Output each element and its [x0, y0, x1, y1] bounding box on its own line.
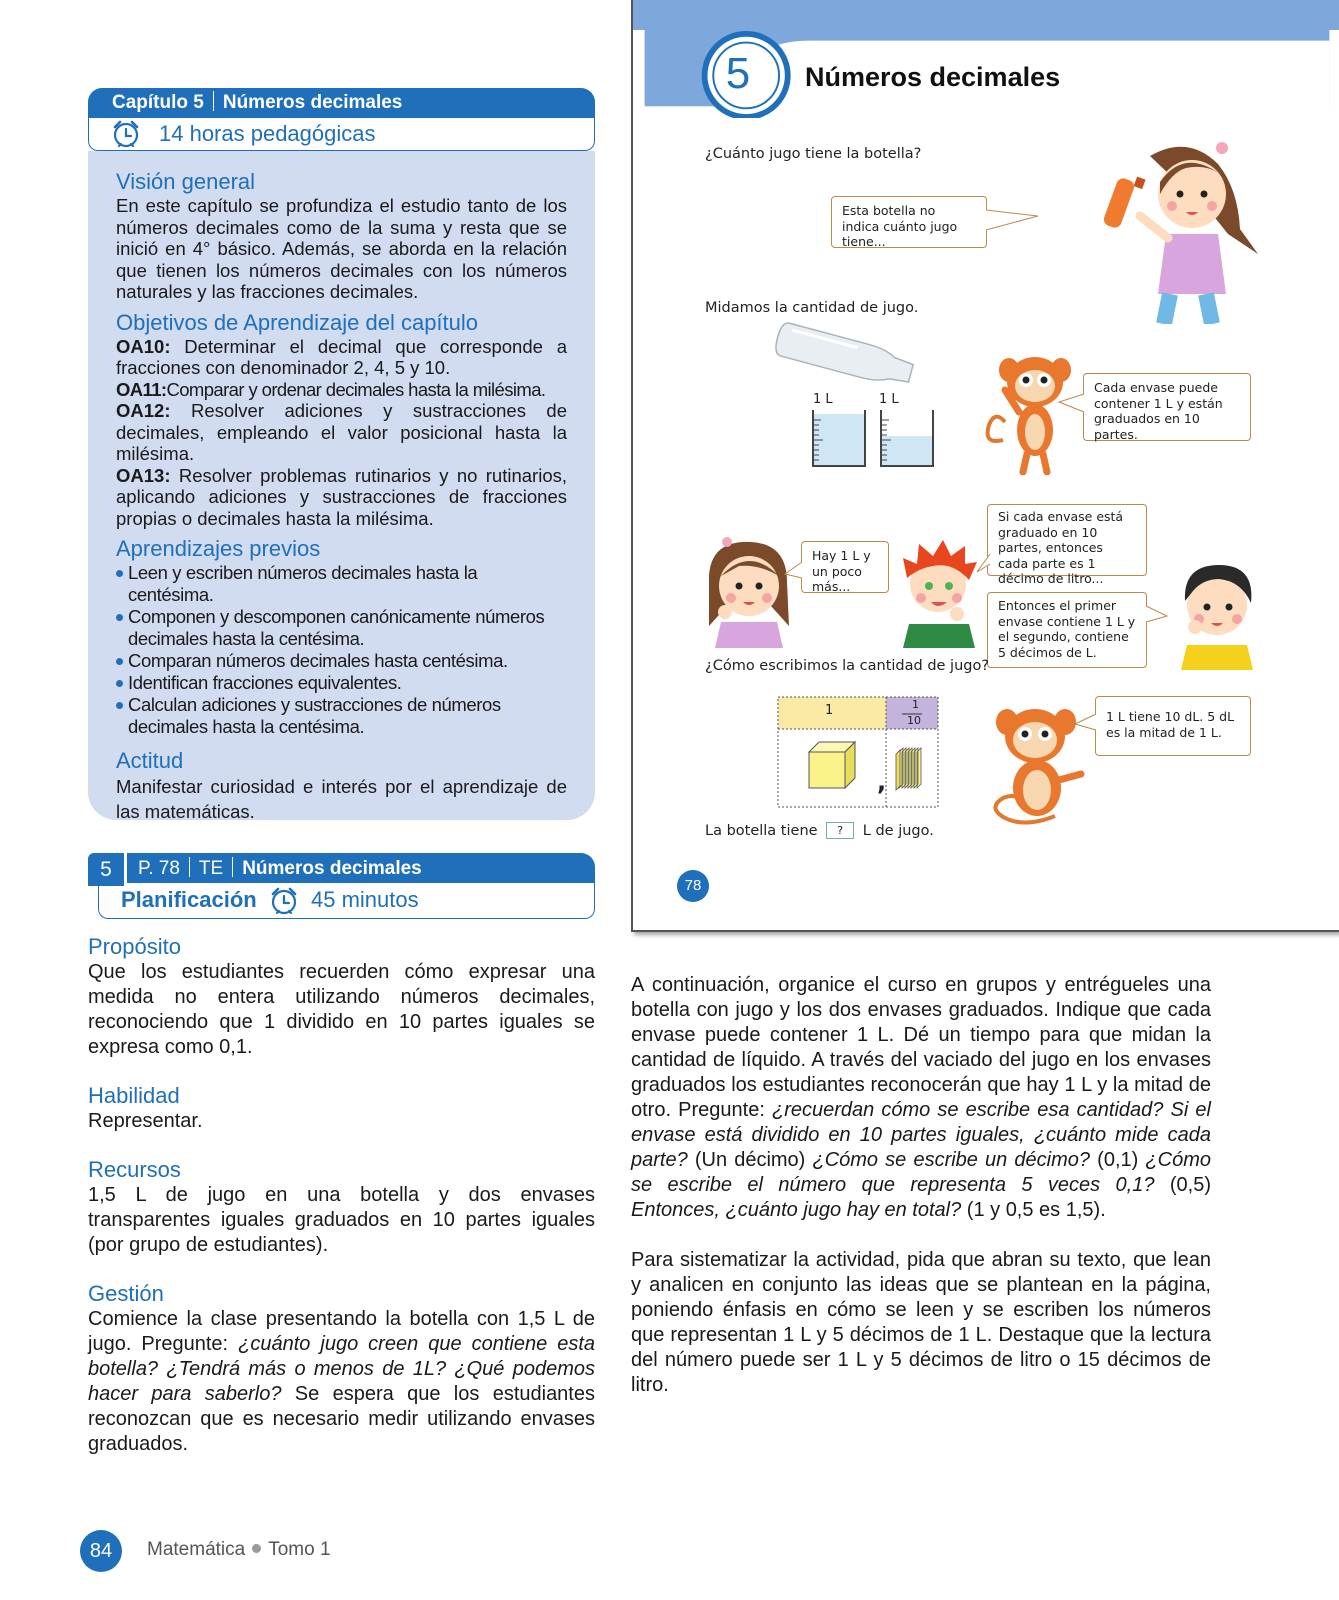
page-reference: P. 78	[138, 858, 180, 879]
list-item: Leen y escriben números decimales hasta la centésima.	[116, 562, 567, 606]
girl-with-bottle-illustration	[1088, 134, 1263, 324]
planning-number: 5	[88, 853, 124, 886]
list-item: Calculan adiciones y sustracciones de números decimales hasta la centésima.	[116, 694, 567, 738]
alarm-clock-icon	[111, 119, 141, 149]
student-book-page	[631, 0, 1339, 932]
boy-black-hair-illustration	[1167, 555, 1267, 670]
chapter-title: Números decimales	[222, 92, 403, 113]
bubble-girl: Hay 1 L y un poco más...	[801, 541, 889, 593]
bubble-tail	[1057, 392, 1085, 416]
attitude-heading: Actitud	[116, 748, 184, 773]
footer-label	[147, 1539, 331, 1561]
planning-label: Planificación	[121, 887, 257, 912]
hours-box	[88, 118, 595, 151]
right-column	[631, 973, 1211, 1398]
container-label-1: 1 L	[813, 392, 833, 407]
measure-text: Midamos la cantidad de jugo.	[705, 300, 919, 316]
chapter-summary-card	[88, 88, 595, 820]
bubble-tail	[986, 206, 1041, 236]
objectives-heading: Objetivos de Aprendizaje del capítulo	[116, 309, 479, 335]
attitude-text: Manifestar curiosidad e interés por el aprendizaje de las matemáticas.	[116, 776, 567, 822]
tenth-slabs-icon	[896, 748, 921, 790]
left-column	[88, 934, 595, 1480]
vision-heading: Visión general	[116, 169, 256, 194]
skill-text: Representar.	[88, 1110, 203, 1132]
bubble-tail	[783, 560, 803, 584]
planning-box	[98, 883, 595, 919]
bubble-decimo: Si cada envase está graduado en 10 partes, entonces cada parte es 1 décimo de litro...	[987, 504, 1147, 576]
prior-list	[116, 562, 567, 738]
activity-paragraph: A continuación, organice el curso en grupos y entrégueles una botella con jugo y los dos envases graduados. Indique que cada envase puede contener 1 L. Dé un tiempo para que midan la cantidad de líquido. A través del vaciado del jugo en los envases graduados los estudiantes reconocerán que hay 1 L y la mitad de otro. Pregunte: ¿recuerdan cómo se escribe esa cantidad? Si el envase está dividido en 10 partes iguales, ¿cuánto mide cada parte? (Un décimo) ¿Cómo se escribe un décimo? (0,1) ¿Cómo se escribe el número que representa 5 veces 0,1? (0,5) Entonces, ¿cuánto jugo hay en total? (1 y 0,5 es 1,5).	[631, 974, 1211, 1221]
management-text: Comience la clase presentando la botella con 1,5 L de jugo. Pregunte: ¿cuánto jugo creen que contiene esta botella? ¿Tendrá más o menos de 1L? ¿Qué podemos hacer para saberlo? Se espera que los estudiantes reconozcan que es necesario medir utilizando envases graduados.	[88, 1308, 595, 1455]
skill-heading: Habilidad	[88, 1083, 180, 1108]
bubble-deciliter: 1 L tiene 10 dL. 5 dL es la mitad de 1 L.	[1095, 696, 1251, 756]
objective-oa12: OA12: Resolver adiciones y sustracciones de decimales, empleando el valor posicional hasta la milésima.	[116, 400, 567, 464]
list-item: Comparan números decimales hasta centésima.	[116, 650, 567, 672]
footer-volume: Tomo 1	[268, 1539, 331, 1560]
objective-oa11: OA11:Comparar y ordenar decimales hasta la milésima.	[116, 378, 546, 400]
alarm-clock-icon	[269, 886, 299, 916]
book-chapter-title: Números decimales	[805, 62, 1061, 92]
page-number: 84	[80, 1530, 122, 1572]
bottle-has-text: La botella tiene ? L de jugo.	[705, 823, 934, 839]
decimal-comma: ,	[877, 768, 887, 796]
table-ones-header: 1	[825, 703, 834, 718]
boy-red-hair-illustration	[893, 536, 983, 648]
objective-oa13: OA13: Resolver problemas rutinarios y no rutinarios, aplicando adiciones y sustracciones de fracciones propias o decimales hasta la milésima.	[116, 464, 567, 529]
footer-subject: Matemática	[147, 1539, 246, 1560]
place-value-table	[777, 696, 939, 808]
book-chapter-number: 5	[725, 49, 751, 98]
prior-heading: Aprendizajes previos	[116, 536, 321, 561]
management-heading: Gestión	[88, 1281, 164, 1306]
chapter-label: Capítulo 5	[112, 92, 204, 113]
planning-header	[88, 853, 595, 920]
bubble-tail	[1073, 712, 1097, 734]
bubble-first-container: Entonces el primer envase contiene 1 L y el segundo, contiene 5 décimos de L.	[987, 592, 1147, 668]
te-label: TE	[198, 858, 224, 879]
bubble-bottle: Esta botella no indica cuánto jugo tiene...	[831, 196, 987, 248]
fraction-denominator: 10	[907, 714, 921, 727]
list-item: Identifican fracciones equivalentes.	[116, 672, 567, 694]
resources-heading: Recursos	[88, 1157, 181, 1182]
chapter-body	[88, 151, 595, 820]
book-question-2: ¿Cómo escribimos la cantidad de jugo?	[705, 658, 990, 674]
objective-oa10: OA10: Determinar el decimal que corresponde a fracciones con denominador 2, 4, 5 y 10.	[116, 335, 567, 378]
bubble-tail	[975, 552, 991, 576]
vision-text: En este capítulo se profundiza el estudio tanto de los números decimales como de la suma y resta que se inició en 4° básico. Además, se aborda en la relación que tienen los números decimales con los números naturales y las fracciones decimales.	[116, 195, 567, 302]
planning-minutes: 45 minutos	[311, 887, 419, 912]
glass-bottle-icon	[775, 322, 925, 392]
book-page-number: 78	[677, 870, 709, 902]
systematize-paragraph: Para sistematizar la actividad, pida que abran su texto, que lean y analicen en conjunto las ideas que se plantean en la página, poniendo énfasis en cómo se leen y se escriben los números que representan 1 L y 5 décimos de 1 L. Destaque que la lectura del número puede ser 1 L y 5 décimos de litro o 15 décimos de litro.	[631, 1249, 1211, 1396]
bubble-tail	[1145, 604, 1169, 628]
bubble-monkey: Cada envase puede contener 1 L y están graduados en 10 partes.	[1083, 373, 1251, 441]
chapter-tab	[88, 88, 595, 118]
fraction-numerator: 1	[912, 698, 919, 711]
purpose-heading: Propósito	[88, 934, 181, 959]
resources-text: 1,5 L de jugo en una botella y dos envases transparentes iguales graduados en 10 partes iguales (por grupo de estudiantes).	[88, 1184, 595, 1256]
graduated-containers-icon	[811, 410, 941, 470]
answer-blank: ?	[826, 822, 854, 839]
girl-illustration	[699, 536, 799, 648]
container-label-2: 1 L	[879, 392, 899, 407]
purpose-text: Que los estudiantes recuerden cómo expresar una medida no entera utilizando números decimales, reconociendo que 1 dividido en 10 partes iguales se expresa como 0,1.	[88, 961, 595, 1058]
hours-text: 14 horas pedagógicas	[159, 121, 376, 146]
unit-cube-icon	[809, 742, 855, 788]
list-item: Componen y descomponen canónicamente números decimales hasta la centésima.	[116, 606, 567, 650]
planning-title: Números decimales	[242, 858, 422, 879]
book-question-1: ¿Cuánto jugo tiene la botella?	[705, 146, 922, 162]
planning-tab	[127, 853, 595, 883]
bullet-dot-icon	[252, 1544, 261, 1553]
